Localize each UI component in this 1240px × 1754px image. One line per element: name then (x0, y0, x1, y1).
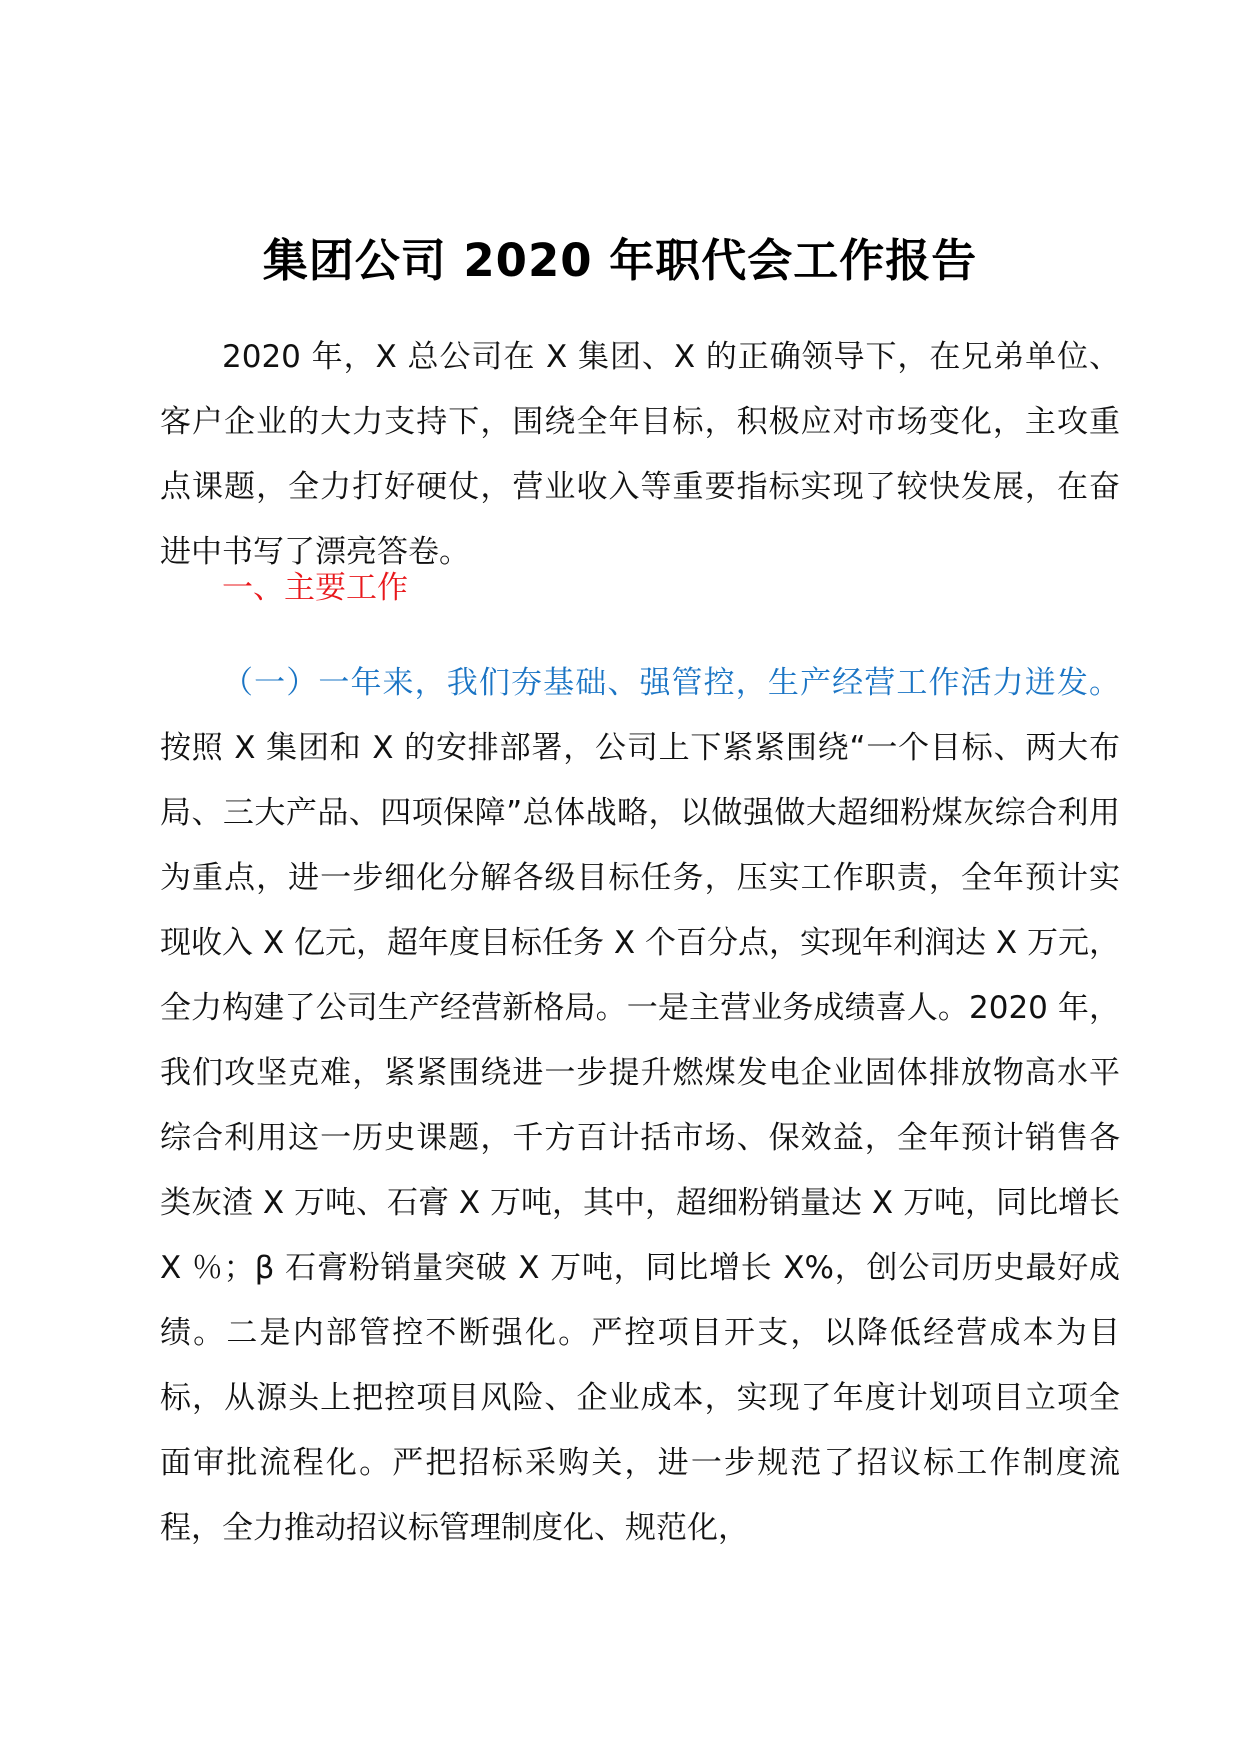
subsection-body: 按照 X 集团和 X 的安排部署，公司上下紧紧围绕“一个目标、两大布局、三大产品、四项保障”总体战略，以做强做大超细粉煤灰综合利用为重点，进一步细化分解各级目标任务，压实工作职责，全年预计实现收入 X 亿元，超年度目标任务 X 个百分点，实现年利润达 X 万元，全力构建了公司生产经营新格局。一是主营业务成绩喜人。2020 年，我们攻坚克难，紧紧围绕进一步提升燃煤发电企业固体排放物高水平综合利用这一历史课题，千方百计括市场、保效益，全年预计销售各类灰渣 X 万吨、石膏 X 万吨，其中，超细粉销量达 X 万吨，同比增长 X ％；β 石膏粉销量突破 X 万吨，同比增长 X%，创公司历史最好成绩。二是内部管控不断强化。严控项目开支，以降低经营成本为目标，从源头上把控项目风险、企业成本，实现了年度计划项目立项全面审批流程化。严把招标采购关，进一步规范了招议标工作制度流程，全力推动招议标管理制度化、规范化， (160, 730, 1120, 1546)
section-heading: 一、主要工作 (222, 570, 408, 606)
document-title: 集团公司 2020 年职代会工作报告 (262, 234, 978, 288)
intro-paragraph: 2020 年，X 总公司在 X 集团、X 的正确领导下，在兄弟单位、客户企业的大力支持下，围绕全年目标，积极应对市场变化，主攻重点课题，全力打好硬仗，营业收入等重要指标实现了较快发展，在奋进中书写了漂亮答卷。 (160, 339, 1120, 570)
subsection-heading: （一）一年来，我们夯基础、强管控，生产经营工作活力迸发。 (222, 665, 1120, 701)
main-paragraph (160, 651, 1120, 1561)
